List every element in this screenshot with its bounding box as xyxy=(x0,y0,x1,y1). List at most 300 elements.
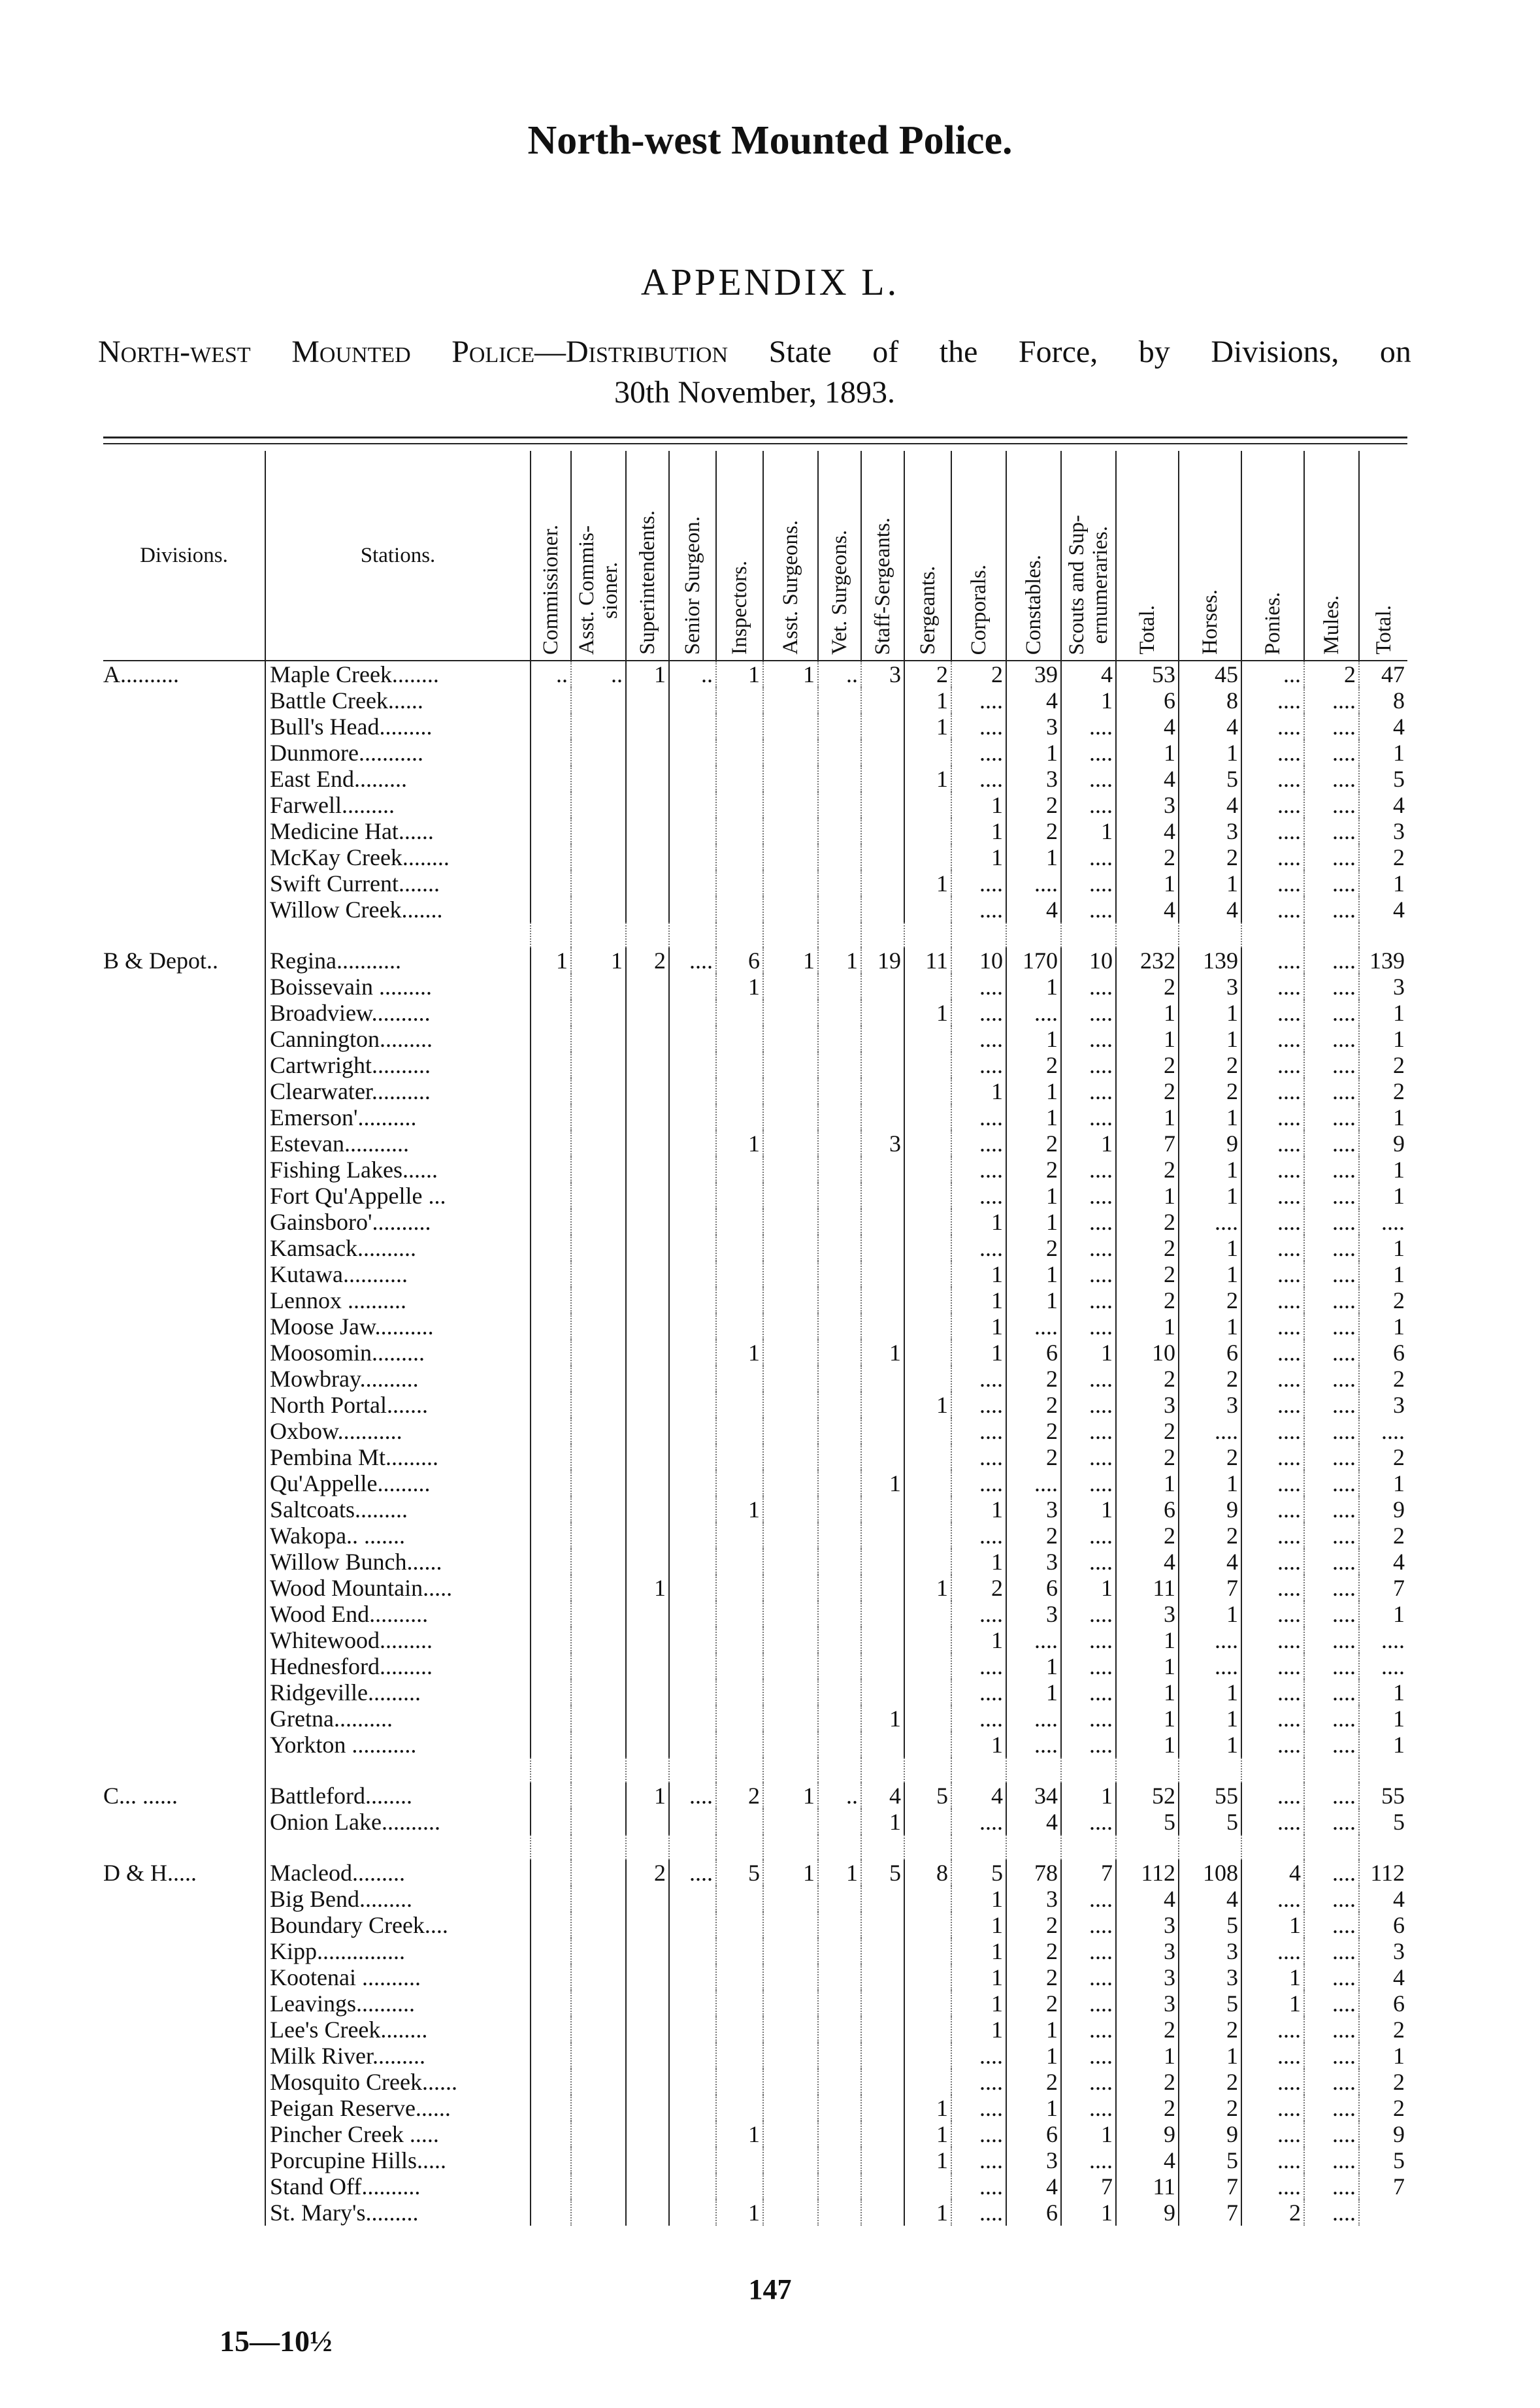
value-cell: .... xyxy=(951,1523,1006,1549)
value-cell: 1 xyxy=(1359,1261,1407,1287)
value-cell: .... xyxy=(1241,1392,1304,1418)
col-ponies-label: Ponies. xyxy=(1261,591,1285,655)
value-cell: .... xyxy=(1304,792,1359,818)
station-cell: Boundary Creek.... xyxy=(265,1912,531,1938)
table-row xyxy=(103,1732,1407,1758)
value-cell xyxy=(716,1157,763,1183)
value-cell: 6 xyxy=(1006,1575,1061,1601)
value-cell: 1 xyxy=(1241,1990,1304,2017)
value-cell xyxy=(571,1313,626,1340)
spacer-cell xyxy=(716,923,763,948)
table-row xyxy=(103,1183,1407,1209)
value-cell xyxy=(716,1886,763,1912)
station-cell: Yorkton ........... xyxy=(265,1732,531,1758)
value-cell: 1 xyxy=(1006,1104,1061,1130)
value-cell: .... xyxy=(1241,1078,1304,1104)
value-cell: .... xyxy=(1241,1523,1304,1549)
value-cell: 1 xyxy=(951,1209,1006,1235)
top-rule xyxy=(103,437,1407,438)
table-row xyxy=(103,1235,1407,1261)
value-cell: 4 xyxy=(1359,714,1407,740)
station-cell: Kutawa........... xyxy=(265,1261,531,1287)
station-cell: Cartwright.......... xyxy=(265,1052,531,1078)
value-cell xyxy=(861,1601,904,1627)
value-cell: .... xyxy=(1304,1523,1359,1549)
value-cell: .... xyxy=(1061,1078,1116,1104)
value-cell xyxy=(763,1209,818,1235)
value-cell xyxy=(571,1783,626,1809)
value-cell xyxy=(626,1366,669,1392)
value-cell: 1 xyxy=(716,661,763,687)
value-cell: .... xyxy=(1241,897,1304,923)
value-cell: .... xyxy=(1241,1601,1304,1627)
value-cell: 1 xyxy=(951,1287,1006,1313)
value-cell: 1 xyxy=(716,1130,763,1157)
value-cell: 2 xyxy=(1179,1078,1241,1104)
col-senior-surgeon-label: Senior Surgeon. xyxy=(681,516,704,655)
value-cell: 2 xyxy=(1006,1052,1061,1078)
value-cell xyxy=(669,1444,716,1470)
value-cell xyxy=(716,1809,763,1835)
spacer-cell xyxy=(818,1835,861,1860)
value-cell: 1 xyxy=(1179,870,1241,897)
value-cell: 55 xyxy=(1179,1783,1241,1809)
col-total-men xyxy=(1116,451,1179,661)
value-cell xyxy=(626,1209,669,1235)
value-cell xyxy=(763,1235,818,1261)
value-cell xyxy=(904,1653,951,1679)
value-cell xyxy=(669,1575,716,1601)
division-cell xyxy=(103,1444,265,1470)
value-cell xyxy=(716,766,763,792)
value-cell: 4 xyxy=(1116,1886,1179,1912)
col-inspectors xyxy=(716,451,763,661)
value-cell xyxy=(716,1444,763,1470)
spacer-cell xyxy=(1304,1835,1359,1860)
col-total-animals xyxy=(1359,451,1407,661)
value-cell: 232 xyxy=(1116,948,1179,974)
value-cell: 2 xyxy=(1359,2095,1407,2121)
value-cell xyxy=(818,1287,861,1313)
station-cell: Big Bend......... xyxy=(265,1886,531,1912)
value-cell xyxy=(763,740,818,766)
value-cell xyxy=(531,2200,571,2226)
value-cell: .... xyxy=(951,1130,1006,1157)
col-superintendents xyxy=(626,451,669,661)
value-cell: .... xyxy=(1241,1183,1304,1209)
value-cell: 1 xyxy=(1359,1470,1407,1496)
value-cell: .... xyxy=(951,687,1006,714)
value-cell: .... xyxy=(1006,1627,1061,1653)
value-cell: .... xyxy=(1241,1130,1304,1157)
division-cell xyxy=(103,1130,265,1157)
value-cell xyxy=(763,1706,818,1732)
value-cell: 2 xyxy=(1359,1523,1407,1549)
value-cell: 9 xyxy=(1359,2121,1407,2147)
value-cell: 1 xyxy=(716,2200,763,2226)
value-cell xyxy=(531,2017,571,2043)
value-cell xyxy=(669,1732,716,1758)
value-cell: 4 xyxy=(1241,1860,1304,1886)
station-cell: Broadview.......... xyxy=(265,1000,531,1026)
division-cell xyxy=(103,687,265,714)
spacer-cell xyxy=(571,1835,626,1860)
table-row xyxy=(103,1706,1407,1732)
value-cell xyxy=(904,1549,951,1575)
spacer-cell xyxy=(531,1758,571,1783)
value-cell xyxy=(531,2147,571,2173)
value-cell: .... xyxy=(1241,1938,1304,1964)
value-cell xyxy=(818,1078,861,1104)
value-cell xyxy=(763,1444,818,1470)
value-cell: 2 xyxy=(1116,1052,1179,1078)
value-cell: 1 xyxy=(1359,1235,1407,1261)
value-cell xyxy=(571,1912,626,1938)
value-cell: 2 xyxy=(1006,1130,1061,1157)
value-cell xyxy=(716,1706,763,1732)
value-cell xyxy=(531,974,571,1000)
value-cell xyxy=(626,1653,669,1679)
value-cell: 3 xyxy=(1006,1496,1061,1523)
col-vet-surgeons xyxy=(818,451,861,661)
spacer-cell xyxy=(103,1758,265,1783)
spacer-cell xyxy=(1241,1835,1304,1860)
value-cell: .... xyxy=(1241,2095,1304,2121)
value-cell: 2 xyxy=(1179,1523,1241,1549)
value-cell: .... xyxy=(1304,1261,1359,1287)
value-cell xyxy=(818,1706,861,1732)
value-cell xyxy=(716,1990,763,2017)
value-cell xyxy=(669,1990,716,2017)
value-cell: .... xyxy=(951,2200,1006,2226)
col-divisions: Divisions. xyxy=(140,543,228,567)
value-cell: 6 xyxy=(716,948,763,974)
value-cell: 9 xyxy=(1359,1130,1407,1157)
value-cell xyxy=(716,1912,763,1938)
division-cell xyxy=(103,1052,265,1078)
value-cell xyxy=(571,1392,626,1418)
value-cell: .... xyxy=(1061,1732,1116,1758)
value-cell xyxy=(626,1340,669,1366)
value-cell xyxy=(818,1026,861,1052)
value-cell: .... xyxy=(951,2121,1006,2147)
station-cell: Lennox .......... xyxy=(265,1287,531,1313)
value-cell: .... xyxy=(951,2069,1006,2095)
value-cell: .... xyxy=(951,1470,1006,1496)
value-cell: 11 xyxy=(1116,1575,1179,1601)
value-cell: 2 xyxy=(1006,1912,1061,1938)
value-cell xyxy=(904,1078,951,1104)
value-cell: .. xyxy=(669,661,716,687)
value-cell: 4 xyxy=(1359,1964,1407,1990)
value-cell xyxy=(904,2017,951,2043)
value-cell xyxy=(716,1601,763,1627)
value-cell: 2 xyxy=(1116,1287,1179,1313)
value-cell xyxy=(904,2173,951,2200)
value-cell: 4 xyxy=(1359,897,1407,923)
value-cell: 1 xyxy=(951,844,1006,870)
value-cell: 3 xyxy=(1006,2147,1061,2173)
value-cell xyxy=(626,2017,669,2043)
value-cell: .... xyxy=(1241,870,1304,897)
subtitle-word: of xyxy=(872,335,899,369)
value-cell: 2 xyxy=(1179,1052,1241,1078)
value-cell: .... xyxy=(669,1860,716,1886)
value-cell xyxy=(531,1732,571,1758)
table-row xyxy=(103,1886,1407,1912)
value-cell xyxy=(571,1340,626,1366)
table-row xyxy=(103,2043,1407,2069)
table-row xyxy=(103,2147,1407,2173)
value-cell: 1 xyxy=(1116,1026,1179,1052)
value-cell xyxy=(861,2147,904,2173)
value-cell xyxy=(531,1990,571,2017)
table-row xyxy=(103,661,1407,687)
value-cell: 6 xyxy=(1006,1340,1061,1366)
value-cell: 2 xyxy=(1116,2069,1179,2095)
value-cell: .... xyxy=(1304,1732,1359,1758)
station-cell: Pincher Creek ..... xyxy=(265,2121,531,2147)
value-cell: 1 xyxy=(1006,2095,1061,2121)
value-cell xyxy=(669,1496,716,1523)
station-cell: Estevan........... xyxy=(265,1130,531,1157)
value-cell: .... xyxy=(1304,1601,1359,1627)
value-cell xyxy=(716,1313,763,1340)
value-cell xyxy=(861,1912,904,1938)
value-cell xyxy=(571,1157,626,1183)
value-cell: 3 xyxy=(861,1130,904,1157)
value-cell: .... xyxy=(1061,1470,1116,1496)
spacer-cell xyxy=(1304,1758,1359,1783)
value-cell: .. xyxy=(531,661,571,687)
table-row xyxy=(103,1783,1407,1809)
value-cell: 1 xyxy=(861,1809,904,1835)
value-cell xyxy=(626,2173,669,2200)
value-cell: .... xyxy=(1061,2017,1116,2043)
table-row xyxy=(103,1000,1407,1026)
spacer-cell xyxy=(1241,1758,1304,1783)
table-row xyxy=(103,1575,1407,1601)
value-cell xyxy=(818,1601,861,1627)
value-cell: .... xyxy=(1061,1627,1116,1653)
value-cell: 3 xyxy=(1359,1938,1407,1964)
value-cell: 19 xyxy=(861,948,904,974)
value-cell: .... xyxy=(1304,1990,1359,2017)
value-cell xyxy=(571,1549,626,1575)
value-cell xyxy=(571,2147,626,2173)
value-cell xyxy=(571,1938,626,1964)
value-cell xyxy=(763,1287,818,1313)
value-cell xyxy=(626,2095,669,2121)
value-cell xyxy=(626,974,669,1000)
value-cell xyxy=(763,1261,818,1287)
value-cell: 4 xyxy=(1179,1549,1241,1575)
value-cell: .... xyxy=(951,974,1006,1000)
value-cell xyxy=(763,1679,818,1706)
value-cell xyxy=(763,1912,818,1938)
value-cell xyxy=(818,1000,861,1026)
value-cell xyxy=(818,2017,861,2043)
spacer-cell xyxy=(669,1835,716,1860)
value-cell: 2 xyxy=(1179,1366,1241,1392)
division-cell xyxy=(103,1418,265,1444)
value-cell: 2 xyxy=(1006,1964,1061,1990)
value-cell xyxy=(716,897,763,923)
col-corporals xyxy=(951,451,1006,661)
division-cell xyxy=(103,1261,265,1287)
value-cell xyxy=(861,687,904,714)
value-cell: 6 xyxy=(1179,1340,1241,1366)
value-cell xyxy=(626,897,669,923)
spacer-cell xyxy=(1061,1758,1116,1783)
value-cell xyxy=(904,1287,951,1313)
value-cell: 4 xyxy=(1359,1886,1407,1912)
value-cell xyxy=(763,1601,818,1627)
table-row xyxy=(103,1679,1407,1706)
value-cell xyxy=(904,974,951,1000)
value-cell xyxy=(571,2200,626,2226)
value-cell xyxy=(904,1444,951,1470)
value-cell xyxy=(571,1052,626,1078)
value-cell: 4 xyxy=(861,1783,904,1809)
value-cell xyxy=(531,1496,571,1523)
value-cell xyxy=(716,1575,763,1601)
spacer-cell xyxy=(904,1835,951,1860)
value-cell: 3 xyxy=(1179,1938,1241,1964)
value-cell xyxy=(626,1078,669,1104)
value-cell xyxy=(861,1523,904,1549)
value-cell: 7 xyxy=(1179,2200,1241,2226)
value-cell xyxy=(531,1052,571,1078)
value-cell: 1 xyxy=(951,1340,1006,1366)
value-cell: 3 xyxy=(1179,1392,1241,1418)
value-cell xyxy=(716,1938,763,1964)
value-cell: 5 xyxy=(716,1860,763,1886)
value-cell: .... xyxy=(1304,1104,1359,1130)
col-asst-commissioner xyxy=(571,451,626,661)
col-superintendents-label: Superintendents. xyxy=(636,510,659,655)
value-cell xyxy=(861,2200,904,2226)
value-cell xyxy=(626,870,669,897)
value-cell xyxy=(571,974,626,1000)
value-cell xyxy=(861,1366,904,1392)
value-cell xyxy=(531,1938,571,1964)
value-cell xyxy=(716,1523,763,1549)
value-cell xyxy=(861,1052,904,1078)
division-cell xyxy=(103,897,265,923)
table-row xyxy=(103,1990,1407,2017)
value-cell: 1 xyxy=(1359,1000,1407,1026)
value-cell xyxy=(904,1235,951,1261)
value-cell: .... xyxy=(951,1026,1006,1052)
division-cell xyxy=(103,870,265,897)
value-cell xyxy=(669,818,716,844)
value-cell: 4 xyxy=(1179,714,1241,740)
value-cell xyxy=(571,1706,626,1732)
value-cell: .... xyxy=(951,870,1006,897)
subtitle-word: by xyxy=(1138,335,1170,369)
value-cell xyxy=(818,1938,861,1964)
value-cell: 1 xyxy=(1006,2043,1061,2069)
value-cell: .... xyxy=(1061,1523,1116,1549)
value-cell: 9 xyxy=(1116,2200,1179,2226)
value-cell xyxy=(861,1679,904,1706)
spacer-cell xyxy=(1359,923,1407,948)
value-cell: 2 xyxy=(1006,1444,1061,1470)
value-cell: .... xyxy=(1304,2069,1359,2095)
col-commissioner xyxy=(531,451,571,661)
value-cell xyxy=(763,2173,818,2200)
value-cell xyxy=(531,844,571,870)
station-cell: Whitewood......... xyxy=(265,1627,531,1653)
value-cell xyxy=(669,1052,716,1078)
value-cell: 4 xyxy=(1116,2147,1179,2173)
value-cell xyxy=(818,1157,861,1183)
table-row xyxy=(103,870,1407,897)
value-cell xyxy=(716,844,763,870)
col-inspectors-label: Inspectors. xyxy=(728,561,751,655)
value-cell xyxy=(531,2095,571,2121)
division-cell xyxy=(103,1809,265,1835)
value-cell xyxy=(531,714,571,740)
table-row xyxy=(103,948,1407,974)
value-cell: 2 xyxy=(1006,818,1061,844)
value-cell xyxy=(904,1990,951,2017)
value-cell: 4 xyxy=(1179,897,1241,923)
value-cell: .... xyxy=(1061,1809,1116,1835)
value-cell xyxy=(626,792,669,818)
value-cell: 1 xyxy=(1116,870,1179,897)
station-cell: Medicine Hat...... xyxy=(265,818,531,844)
value-cell xyxy=(861,1157,904,1183)
value-cell: 2 xyxy=(1006,1392,1061,1418)
division-cell xyxy=(103,2147,265,2173)
value-cell: 7 xyxy=(1359,2173,1407,2200)
value-cell xyxy=(904,818,951,844)
division-cell xyxy=(103,1601,265,1627)
value-cell: .... xyxy=(1241,2173,1304,2200)
value-cell xyxy=(861,1026,904,1052)
col-asst-commissioner-line-1: Asst. Commis- xyxy=(575,525,598,655)
value-cell: 1 xyxy=(626,1783,669,1809)
value-cell: 2 xyxy=(1116,1366,1179,1392)
table-row xyxy=(103,1157,1407,1183)
value-cell xyxy=(763,1470,818,1496)
value-cell xyxy=(763,1990,818,2017)
station-cell: Gretna.......... xyxy=(265,1706,531,1732)
value-cell xyxy=(669,1183,716,1209)
value-cell: .... xyxy=(1061,1912,1116,1938)
value-cell: 1 xyxy=(1241,1964,1304,1990)
value-cell: .... xyxy=(1061,1287,1116,1313)
value-cell: .... xyxy=(1241,1026,1304,1052)
value-cell: .... xyxy=(951,1000,1006,1026)
division-cell xyxy=(103,1313,265,1340)
value-cell: .... xyxy=(951,897,1006,923)
value-cell xyxy=(669,1549,716,1575)
value-cell: .... xyxy=(1304,1627,1359,1653)
value-cell xyxy=(861,1287,904,1313)
spacer-cell xyxy=(1061,1835,1116,1860)
division-cell xyxy=(103,1366,265,1392)
col-asst-surgeons xyxy=(763,451,818,661)
value-cell xyxy=(763,1549,818,1575)
value-cell: 112 xyxy=(1359,1860,1407,1886)
value-cell: .... xyxy=(1304,948,1359,974)
value-cell xyxy=(571,1990,626,2017)
value-cell xyxy=(818,1523,861,1549)
value-cell xyxy=(626,766,669,792)
